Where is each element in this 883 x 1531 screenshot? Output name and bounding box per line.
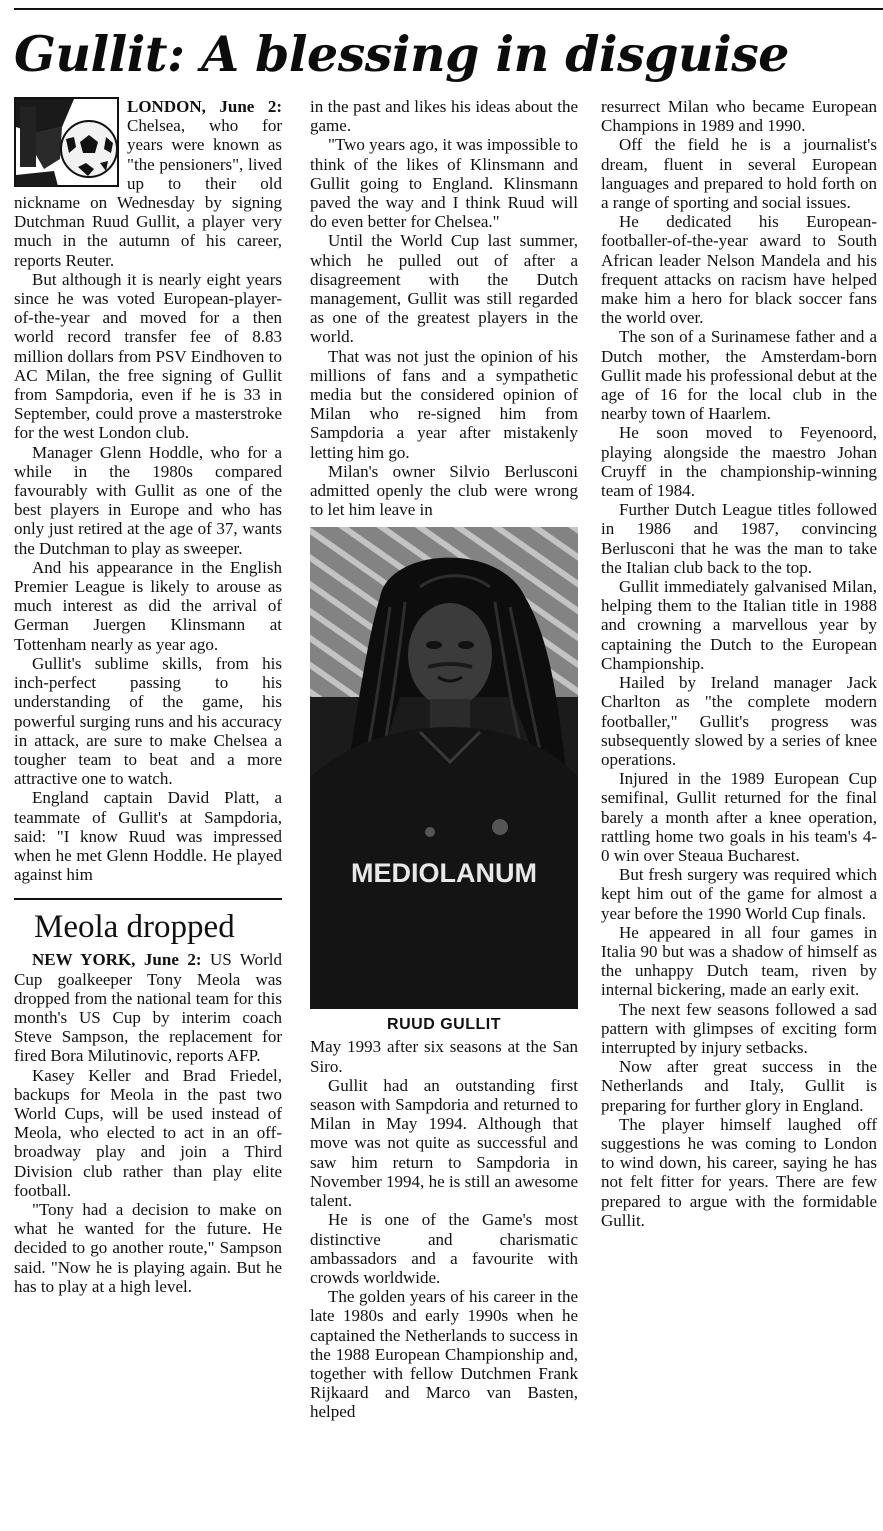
photo-caption: RUUD GULLIT: [387, 1016, 501, 1034]
article-paragraph: But fresh surgery was required which kept him out of the game for almost a year before the 1990 World Cup finals.: [601, 865, 877, 923]
article-paragraph: That was not just the opinion of his millions of fans and a sympathetic media but the considered opinion of Milan who re-signed him from Sampdoria a year after mistakenly letting him go.: [310, 346, 578, 462]
article-paragraph: The golden years of his career in the late 1980s and early 1990s when he captained the Netherlands to success in the 1988 European Championship and, together with fellow Dutchmen Frank Rijkaard and Marco van Basten, helped: [310, 1287, 578, 1422]
man-with-dreadlocks-photo: [310, 527, 578, 1009]
column-1: [14, 97, 282, 1296]
article-paragraph: resurrect Milan who became European Champions in 1989 and 1990.: [601, 97, 877, 136]
article-paragraph: But although it is nearly eight years since he was voted European-player-of-the-year and moved for a then world record transfer fee of 8.83 million dollars from PSV Eindhoven to AC Milan, the free signing of Gullit from Sampdoria, even if he is 33 in September, could prove a masterstroke for the west London club.: [14, 269, 282, 443]
sidebar-paragraph: NEW YORK, June 2: US World Cup goalkeeper Tony Meola was dropped from the national team for this month's US Cup by interim coach Steve Sampson, the replacement for fired Bora Milutinovic, reports AFP.: [14, 950, 282, 1066]
article-paragraph: Injured in the 1989 European Cup semifinal, Gullit returned for the final barely a month after a knee operation, rattling home two goals in his team's 4-0 win over Steaua Bucharest.: [601, 769, 877, 865]
top-rule: [14, 8, 883, 10]
column-3: [601, 97, 877, 1230]
article-paragraph: in the past and likes his ideas about the game.: [310, 97, 578, 136]
article-paragraph: He soon moved to Feyenoord, playing alongside the maestro Johan Cruyff in the championship-winning team of 1984.: [601, 423, 877, 501]
article-headline: Gullit: A blessing in disguise: [14, 25, 789, 83]
article-paragraph: He is one of the Game's most distinctive and charismatic ambassadors and a favourite with crowds worldwide.: [310, 1210, 578, 1287]
article-paragraph: Manager Glenn Hoddle, who for a while in the 1980s compared favourably with Gullit as one of the best players in Europe and who has only just retired at the age of 37, wants the Dutchman to play as sweeper.: [14, 442, 282, 558]
sidebar-dateline: NEW YORK, June 2:: [32, 950, 202, 970]
article-paragraph: Gullit immediately galvanised Milan, helping them to the Italian title in 1988 and crowning a marvellous year by captaining the Dutch to the European Championship.: [601, 577, 877, 673]
article-paragraph: Off the field he is a journalist's dream, fluent in several European languages and prepared to hold forth on a range of sporting and social issues.: [601, 135, 877, 213]
article-paragraph: The son of a Surinamese father and a Dutch mother, the Amsterdam-born Gullit made his professional debut at the age of 16 for the local club in the nearby town of Haarlem.: [601, 327, 877, 424]
article-dateline: LONDON, June 2:: [127, 97, 282, 116]
article-paragraph: Gullit's sublime skills, from his inch-perfect passing to his understanding of the game, his powerful surging runs and his accuracy in attack, are sure to make Chelsea a tougher team to beat and a more attractive one to watch.: [14, 653, 282, 789]
article-paragraph: Milan's owner Silvio Berlusconi admitted openly the club were wrong to let him leave in: [310, 461, 578, 520]
article-paragraph: Now after great success in the Netherlands and Italy, Gullit is preparing for further glory in England.: [601, 1057, 877, 1115]
article-paragraph: He dedicated his European-footballer-of-the-year award to South African leader Nelson Mandela and his frequent attacks on racism have helped make him a hero for black soccer fans the world over.: [601, 212, 877, 328]
column-2: [310, 97, 578, 1422]
article-paragraph: And his appearance in the English Premier League is likely to arouse as much interest as did the arrival of German Juergen Klinsmann at Tottenham nearly as year ago.: [14, 557, 282, 654]
sidebar-rule: [14, 898, 282, 900]
soccer-ball-logo-icon: [14, 97, 119, 187]
article-paragraph: Gullit had an outstanding first season with Sampdoria and returned to Milan in May 1994. Although that move was not quite as successful and saw him return to Sampdoria in November 1994, he is still an awesome talent.: [310, 1075, 578, 1211]
article-paragraph: Until the World Cup last summer, which he pulled out of after a disagreement with the Dutch management, Gullit was still regarded as one of the greatest players in the world.: [310, 231, 578, 347]
article-paragraph: The player himself laughed off suggestions he was coming to London to wind down, his career, saying he has not felt fitter for years. There are few prepared to argue with the formidable Gullit.: [601, 1114, 877, 1230]
article-paragraph: LONDON, June 2: Chelsea, who for years were known as "the pensioners", lived up to their old nickname on Wednesday by signing Dutchman Ruud Gullit, a player very much in the autumn of his career, reports Reuter.: [14, 97, 282, 270]
sidebar-paragraph: Kasey Keller and Brad Friedel, backups for Meola in the past two World Cups, will be used instead of Meola, who elected to act in an off-broadway play and join a Third Division club rather than play elite football.: [14, 1065, 282, 1200]
article-paragraph: The next few seasons followed a sad pattern with glimpses of exciting form interrupted by injury setbacks.: [601, 999, 877, 1057]
article-paragraph: England captain David Platt, a teammate of Gullit's at Sampdoria, said: "I know Ruud was impressed when he met Glenn Hoddle. He played against him: [14, 788, 282, 885]
sidebar-headline: Meola dropped: [34, 909, 235, 946]
article-paragraph: Hailed by Ireland manager Jack Charlton as "the complete modern footballer," Gullit's progress was subsequently slowed by a series of knee operations.: [601, 673, 877, 769]
article-paragraph: May 1993 after six seasons at the San Siro.: [310, 1037, 578, 1076]
article-paragraph: "Two years ago, it was impossible to think of the likes of Klinsmann and Gullit going to England. Klinsmann paved the way and I think Ruud will do even better for Chelsea.": [310, 135, 578, 232]
article-paragraph: Further Dutch League titles followed in 1986 and 1987, convincing Berlusconi that he was the man to take the Italian club back to the top.: [601, 500, 877, 577]
player-photo: [310, 527, 578, 1009]
soccer-ball-logo: [14, 97, 119, 187]
photo-shirt-text: MEDIOLANUM: [351, 858, 537, 889]
sidebar-paragraph: "Tony had a decision to make on what he wanted for the future. He decided to go another route," Sampson said. "Now he is playing again. But he has to play at a high level.: [14, 1199, 282, 1296]
article-paragraph: He appeared in all four games in Italia 90 but was a shadow of himself as the unhappy Dutch team, riven by internal bickering, made an early exit.: [601, 922, 877, 1000]
